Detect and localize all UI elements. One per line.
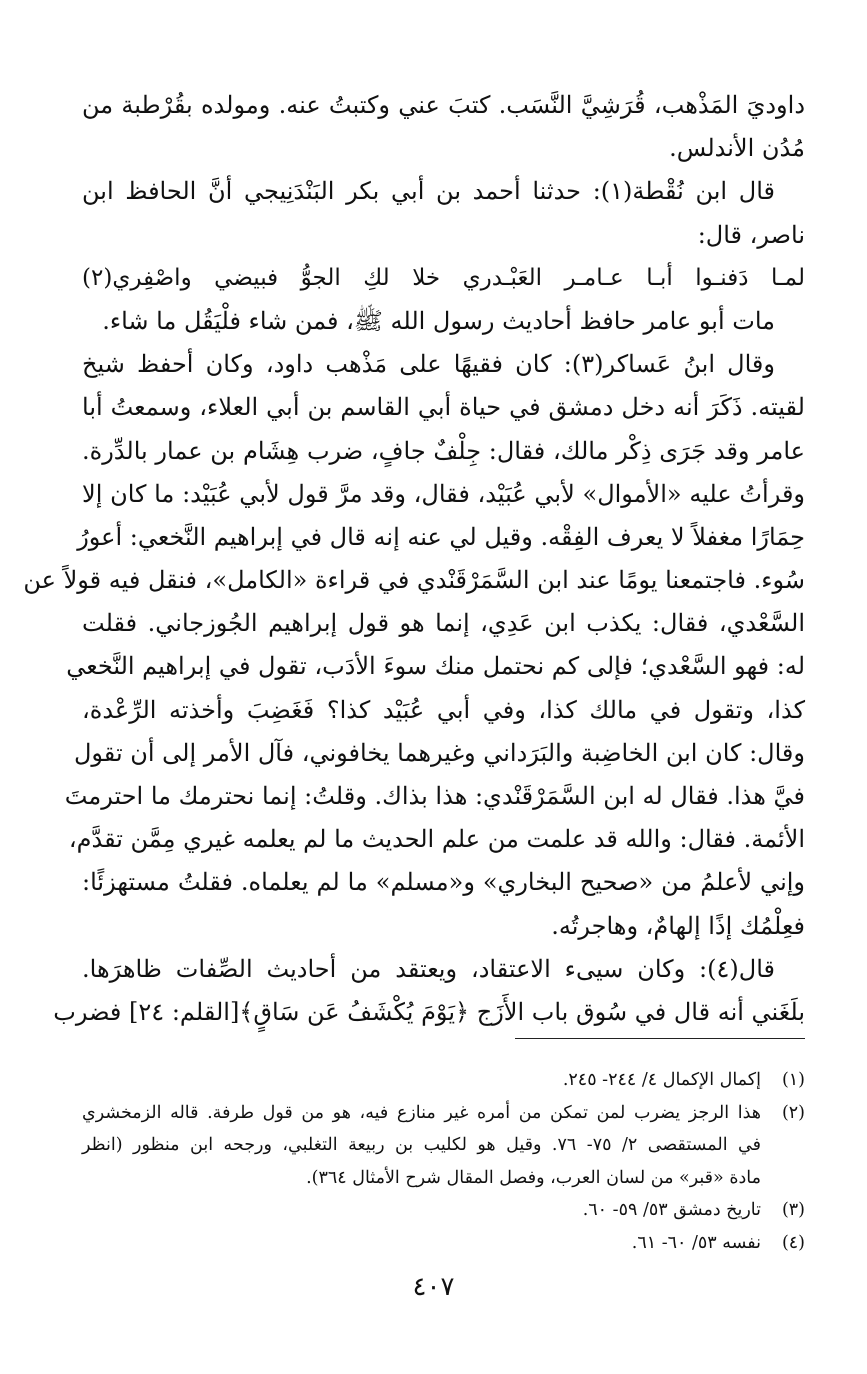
footnote-text: هذا الرجز يضرب لمن تمكن من أمره غير منازع فيه، هو من قول طرفة. قاله الزمخشري (82, 1102, 761, 1123)
main-text (23, 84, 805, 1034)
footnote-number: (٣) (781, 1200, 805, 1220)
footnote-text: نفسه ٥٣/ ٦٠- ٦١. (631, 1232, 761, 1253)
footnote-text: مادة «قبر» من لسان العرب، وفصل المقال شرح الأمثال ٣٦٤). (306, 1167, 761, 1188)
footnote-text: تاريخ دمشق ٥٣/ ٥٩- ٦٠. (582, 1200, 761, 1220)
footnote-text: إكمال الإكمال ٤/ ٢٤٤- ٢٤٥. (562, 1070, 761, 1090)
footnote-number: (٤) (781, 1232, 805, 1253)
text-line: لقيته. ذَكَرَ أنه دخل دمشق في حياة أبي القاسم بن أبي العلاء، وسمعتُ أبا (82, 393, 805, 422)
text-line: ناصر، قال: (697, 220, 805, 249)
text-line: حِمَارًا مغفلاً لا يعرف الفِقْه. وقيل لي عنه إنه قال في إبراهيم النَّخعي: أعورُ (77, 522, 805, 551)
footnote (82, 1227, 805, 1260)
footnote (82, 1097, 805, 1195)
text-line: وقال ابنُ عَساكر(٣): كان فقيهًا على مَذْهب داود، وكان أحفظ شيخ (82, 350, 775, 379)
text-line: له: فهو السَّعْدي؛ فإلى كم نحتمل منك سوءَ الأدَب، تقول في إبراهيم النَّخعي (66, 652, 805, 681)
text-line: كذا، وتقول في مالك كذا، وفي أبي عُبَيْد كذا؟ فَغَضِبَ وأخذته الرِّعْدة، (82, 695, 805, 724)
text-line: السَّعْدي، فقال: يكذب ابن عَدِي، إنما هو قول إبراهيم الجُوزجاني. فقلت (82, 609, 805, 638)
text-line: عامر وقد جَرَى ذِكْر مالك، فقال: جِلْفٌ جافٍ، ضرب هِشَام بن عمار بالدِّرة. (82, 436, 805, 465)
text-line: سُوء. فاجتمعنا يومًا عند ابن السَّمَرْقَنْدي في قراءة «الكامل»، فنقل فيه قولاً عن (23, 566, 805, 595)
footnote (82, 1194, 805, 1227)
footnote (82, 1064, 805, 1097)
text-line: وقال: كان ابن الخاضِبة والبَرَداني وغيرهما يخافوني، فآل الأمر إلى أن تقول (73, 738, 805, 767)
text-line: فيَّ هذا. فقال له ابن السَّمَرْقَنْدي: هذا بذاك. وقلتُ: إنما نحترمك ما احترمتَ (64, 782, 805, 810)
text-line: وقرأتُ عليه «الأموال» لأبي عُبَيْد، فقال، وقد مرَّ قول لأبي عُبَيْد: ما كان إلا (82, 479, 805, 508)
footnote-number: (٢) (781, 1102, 805, 1123)
footnote-separator (515, 1038, 805, 1039)
text-line: قال ابن نُقْطة(١): حدثنا أحمد بن أبي بكر البَنْدَنِيجي أنَّ الحافظ ابن (82, 177, 775, 206)
text-line: الأئمة. فقال: والله قد علمت من علم الحديث ما لم يعلمه غيري مِمَّن تقدَّم، (68, 825, 805, 854)
footnotes (82, 1064, 805, 1259)
footnote-text: في المستقصى ٢/ ٧٥- ٧٦. وقيل هو لكليب بن ربيعة التغلبي، ورجحه ابن منظور (انظر (82, 1135, 762, 1155)
text-line: وإني لأعلمُ من «صحيح البخاري» و«مسلم» ما لم يعلماه. فقلتُ مستهزئًا: (82, 868, 805, 897)
text-line: قال(٤): وكان سيىء الاعتقاد، ويعتقد من أحاديث الصِّفات ظاهرَها. (82, 954, 775, 983)
text-line: داوديَ المَذْهب، قُرَشِيَّ النَّسَب. كتبَ عني وكتبتُ عنه. ومولده بقُرْطبة من (82, 91, 805, 119)
text-line: فعِلْمُك إذًا إلهامٌ، وهاجرتُه. (551, 911, 805, 940)
poem-verse: لمـا دَفنـوا أبـا عـامـر العَبْـدري خلا لكِ الجوُّ فبيضي واصْفِري(٢) (82, 264, 805, 291)
text-line: مُدُن الأندلس. (669, 134, 805, 163)
page-number: ٤٠٧ (412, 1272, 455, 1302)
text-line: بلَغَني أنه قال في سُوق باب الأَزَج ﴿يَوْمَ يُكْشَفُ عَن سَاقٍ﴾[القلم: ٢٤] فضرب (53, 997, 805, 1026)
footnote-number: (١) (781, 1070, 805, 1090)
text-line: مات أبو عامر حافظ أحاديث رسول الله ﷺ، فمن شاء فلْيَقُل ما شاء. (102, 306, 775, 335)
